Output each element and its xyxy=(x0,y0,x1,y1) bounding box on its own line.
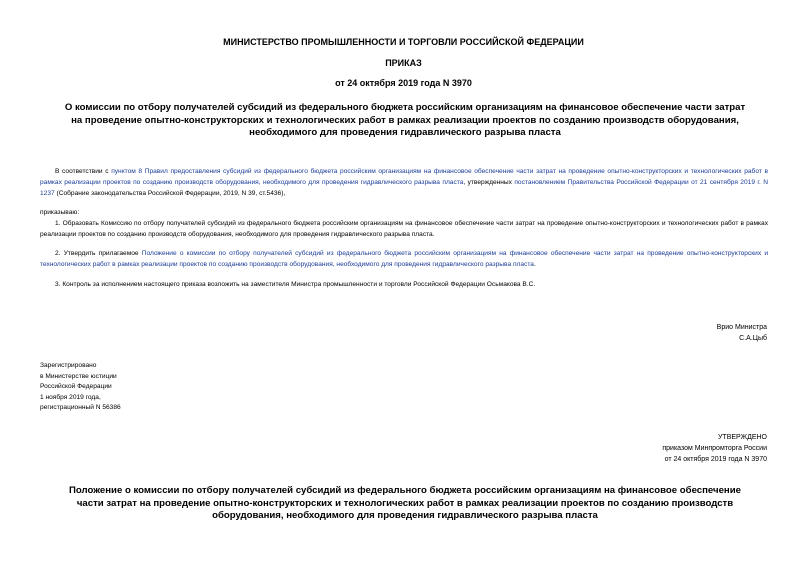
approved-line-2: приказом Минпромторга России xyxy=(662,445,767,452)
approved-line-1: УТВЕРЖДЕНО xyxy=(717,434,767,441)
approved-line-3: от 24 октября 2019 года N 3970 xyxy=(664,456,767,463)
signer-name: С.А.Цыб xyxy=(739,335,767,342)
signature-block xyxy=(717,322,767,344)
registration-line-5: регистрационный N 56386 xyxy=(40,404,121,412)
registration-line-4: 1 ноября 2019 года, xyxy=(40,393,101,401)
item-2-suffix: . xyxy=(533,261,536,268)
preamble-suffix: (Собрание законодательства Российской Федерации, 2019, N 39, ст.5436), xyxy=(54,190,286,197)
ministry-header: МИНИСТЕРСТВО ПРОМЫШЛЕННОСТИ И ТОРГОВЛИ РОССИЙСКОЙ ФЕДЕРАЦИИ xyxy=(223,37,584,47)
preamble-paragraph xyxy=(40,166,768,199)
document-date: от 24 октября 2019 года N 3970 xyxy=(335,78,472,88)
order-word: приказываю: xyxy=(40,209,80,216)
rules-link[interactable]: пунктом 8 Правил предоставления субсидий из федерального бюджета российским организациям на финансовое обеспечение части затрат на проведение опытно-конструкторских и технологических работ в рамках реализации проектов по созданию производств оборудования, необходимого для проведения гидравлического разрыва пласта xyxy=(40,168,769,186)
item-2-prefix: 2. Утвердить прилагаемое xyxy=(55,250,142,257)
item-3-paragraph: 3. Контроль за исполнением настоящего приказа возложить на заместителя Министра промышленности и торговли Российской Федерации Осьмакова В.С. xyxy=(55,281,536,288)
registration-block xyxy=(40,361,121,414)
document-title: О комиссии по отбору получателей субсидий из федерального бюджета российским организациям на финансовое обеспечение части затрат на проведение опытно-конструкторских и технологических работ в рамках реализации проектов по созданию производств оборудования, необходимого для проведения гидравлического разрыва пласта xyxy=(64,102,746,138)
preamble-prefix: В соответствии с xyxy=(55,168,112,175)
item-2-paragraph xyxy=(40,248,768,270)
registration-line-3: Российской Федерации xyxy=(40,383,112,391)
preamble-middle: , утвержденных xyxy=(463,179,515,186)
item-1-paragraph: 1. Образовать Комиссию по отбору получателей субсидий из федерального бюджета российским организациям на финансовое обеспечение части затрат на проведение опытно-конструкторских и технологических работ в рамках реализации проектов по созданию производств оборудования, необходимого для проведения гидравлического разрыва пласта. xyxy=(40,220,768,238)
registration-line-2: в Министерстве юстиции xyxy=(40,372,117,380)
document-type: ПРИКАЗ xyxy=(385,58,422,68)
government-decree-link[interactable]: постановлением Правительства Российской Федерации от 21 сентября 2019 г. N 1237 xyxy=(40,179,768,197)
appendix-title: Положение о комиссии по отбору получателей субсидий из федерального бюджета российским организациям на финансовое обеспечение части затрат на проведение опытно-конструкторских и технологических работ в рамках реализации проектов по созданию производств оборудования, необходимого для проведения гидравлического разрыва пласта xyxy=(69,485,741,521)
signer-position: Врио Министра xyxy=(716,324,767,331)
registration-line-1: Зарегистрировано xyxy=(40,362,97,369)
approved-block xyxy=(662,432,767,465)
regulation-link[interactable]: Положение о комиссии по отбору получателей субсидий из федерального бюджета российским организациям на финансовое обеспечение части затрат на проведение опытно-конструкторских и технологических работ в рамках реализации проектов по созданию производств оборудования, необходимого для проведения гидравлического разрыва пласта xyxy=(40,250,769,268)
